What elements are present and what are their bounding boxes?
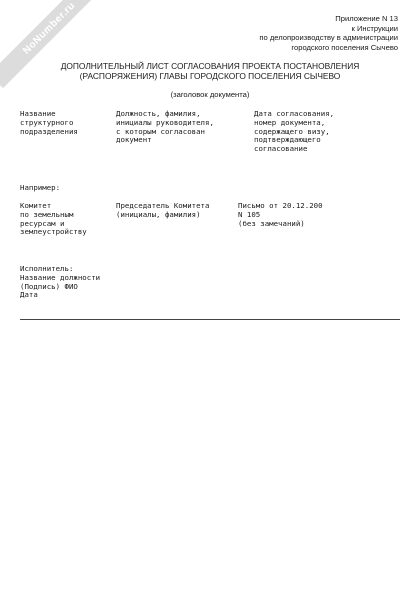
document-subtitle: (заголовок документа)	[170, 90, 250, 99]
header-official: Должность, фамилия, инициалы руководителя, с которым согласован документ	[116, 109, 214, 145]
title-line: ДОПОЛНИТЕЛЬНЫЙ ЛИСТ СОГЛАСОВАНИЯ ПРОЕКТА ПОСТАНОВЛЕНИЯ	[60, 61, 360, 71]
document-title	[20, 61, 400, 82]
appendix-note	[259, 14, 398, 52]
appendix-line: городского поселения Сычево	[291, 42, 398, 52]
header-department: Название структурного подразделения	[20, 109, 78, 136]
example-label: Например:	[20, 183, 61, 192]
watermark: NoNumber.ru	[0, 0, 109, 88]
example-official: Председатель Комитета (инициалы, фамилия)	[116, 201, 210, 219]
appendix-line: к Инструкции	[351, 23, 398, 33]
example-approval: Письмо от 20.12.200 N 105 (без замечаний)	[238, 201, 323, 228]
appendix-line: Приложение N 13	[335, 14, 398, 23]
executor-block: Исполнитель: Название должности (Подпись) ФИО Дата	[20, 264, 101, 300]
bottom-divider	[20, 319, 400, 320]
appendix-line: по делопроизводству в администрации	[259, 33, 398, 43]
header-approval-date: Дата согласования, номер документа, содержащего визу, подтверждающего согласование	[254, 109, 335, 154]
title-line: (РАСПОРЯЖЕНИЯ) ГЛАВЫ ГОРОДСКОГО ПОСЕЛЕНИЯ СЫЧЕВО	[79, 71, 341, 82]
example-department: Комитет по земельным ресурсам и землеустройству	[20, 201, 87, 237]
